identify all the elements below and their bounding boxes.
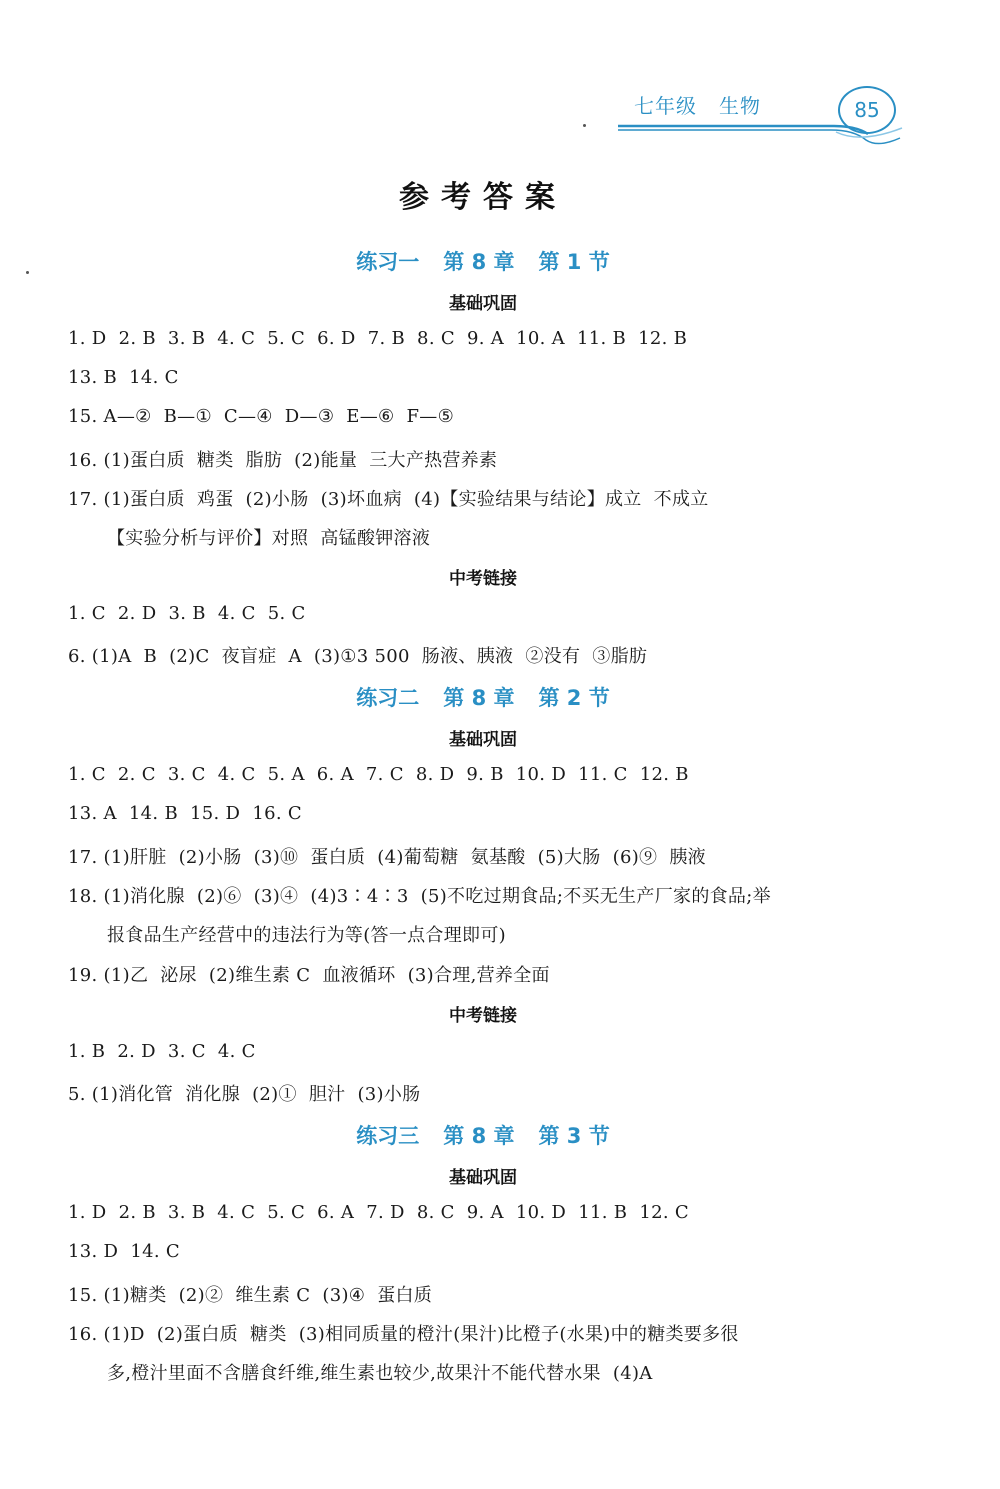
answer-line: 13. A 14. B 15. D 16. C [68, 803, 302, 824]
answer-line: 报食品生产经营中的违法行为等(答一点合理即可) [107, 925, 506, 946]
exercise-label: 练习一 [356, 250, 420, 274]
answer-line: 1. B 2. D 3. C 4. C [68, 1041, 256, 1062]
basic-heading: 基础巩固 [449, 730, 517, 750]
section-title-2 [0, 682, 966, 712]
answer-line: 【实验分析与评价】对照 高锰酸钾溶液 [107, 528, 431, 549]
speck [583, 124, 586, 127]
answer-line: 17. (1)肝脏 (2)小肠 (3)⑩ 蛋白质 (4)葡萄糖 氨基酸 (5)大肠 (6)⑨ 胰液 [68, 847, 706, 868]
basic-heading: 基础巩固 [449, 1168, 517, 1188]
answer-line: 13. D 14. C [68, 1241, 180, 1262]
answer-line: 1. C 2. D 3. B 4. C 5. C [68, 603, 306, 624]
answer-line: 6. (1)A B (2)C 夜盲症 A (3)①3 500 肠液、胰液 ②没有 ③脂肪 [68, 646, 648, 667]
header-decoration-lines [616, 120, 906, 150]
exam-heading: 中考链接 [449, 1006, 517, 1026]
answer-line: 15. (1)糖类 (2)② 维生素 C (3)④ 蛋白质 [68, 1285, 433, 1306]
answer-line: 多,橙汁里面不含膳食纤维,维生素也较少,故果汁不能代替水果 (4)A [107, 1363, 653, 1384]
section-label: 第 2 节 [538, 686, 610, 710]
header-subject: 生物 [719, 94, 761, 118]
chapter-label: 第 8 章 [443, 250, 515, 274]
basic-heading: 基础巩固 [449, 294, 517, 314]
answer-line: 19. (1)乙 泌尿 (2)维生素 C 血液循环 (3)合理,营养全面 [68, 965, 550, 986]
answer-line: 17. (1)蛋白质 鸡蛋 (2)小肠 (3)坏血病 (4)【实验结果与结论】成立 不成立 [68, 489, 709, 510]
section-label: 第 3 节 [538, 1124, 610, 1148]
header-grade: 七年级 [634, 94, 697, 118]
answer-line: 1. D 2. B 3. B 4. C 5. C 6. A 7. D 8. C 9. A 10. D 11. B 12. C [68, 1202, 689, 1223]
exam-heading: 中考链接 [449, 569, 517, 589]
page-number: 85 [838, 86, 896, 134]
answer-line: 18. (1)消化腺 (2)⑥ (3)④ (4)3∶4∶3 (5)不吃过期食品;不买无生产厂家的食品;举 [68, 886, 771, 907]
header-label [634, 90, 761, 119]
answer-line: 15. A—② B—① C—④ D—③ E—⑥ F—⑤ [68, 406, 455, 427]
section-label: 第 1 节 [538, 250, 610, 274]
answer-line: 1. D 2. B 3. B 4. C 5. C 6. D 7. B 8. C 9. A 10. A 11. B 12. B [68, 328, 688, 349]
answer-line: 16. (1)D (2)蛋白质 糖类 (3)相同质量的橙汁(果汁)比橙子(水果)中的糖类要多很 [68, 1324, 739, 1345]
answer-line: 5. (1)消化管 消化腺 (2)① 胆汁 (3)小肠 [68, 1084, 421, 1105]
page-title: 参考答案 [399, 180, 567, 215]
chapter-label: 第 8 章 [443, 1124, 515, 1148]
exercise-label: 练习三 [356, 1124, 420, 1148]
answer-line: 1. C 2. C 3. C 4. C 5. A 6. A 7. C 8. D 9. B 10. D 11. C 12. B [68, 764, 689, 785]
answer-line: 13. B 14. C [68, 367, 179, 388]
section-title-3 [0, 1120, 966, 1150]
exercise-label: 练习二 [356, 686, 420, 710]
chapter-label: 第 8 章 [443, 686, 515, 710]
page-header [0, 0, 1000, 160]
section-title-1 [0, 246, 966, 276]
answer-line: 16. (1)蛋白质 糖类 脂肪 (2)能量 三大产热营养素 [68, 450, 498, 471]
